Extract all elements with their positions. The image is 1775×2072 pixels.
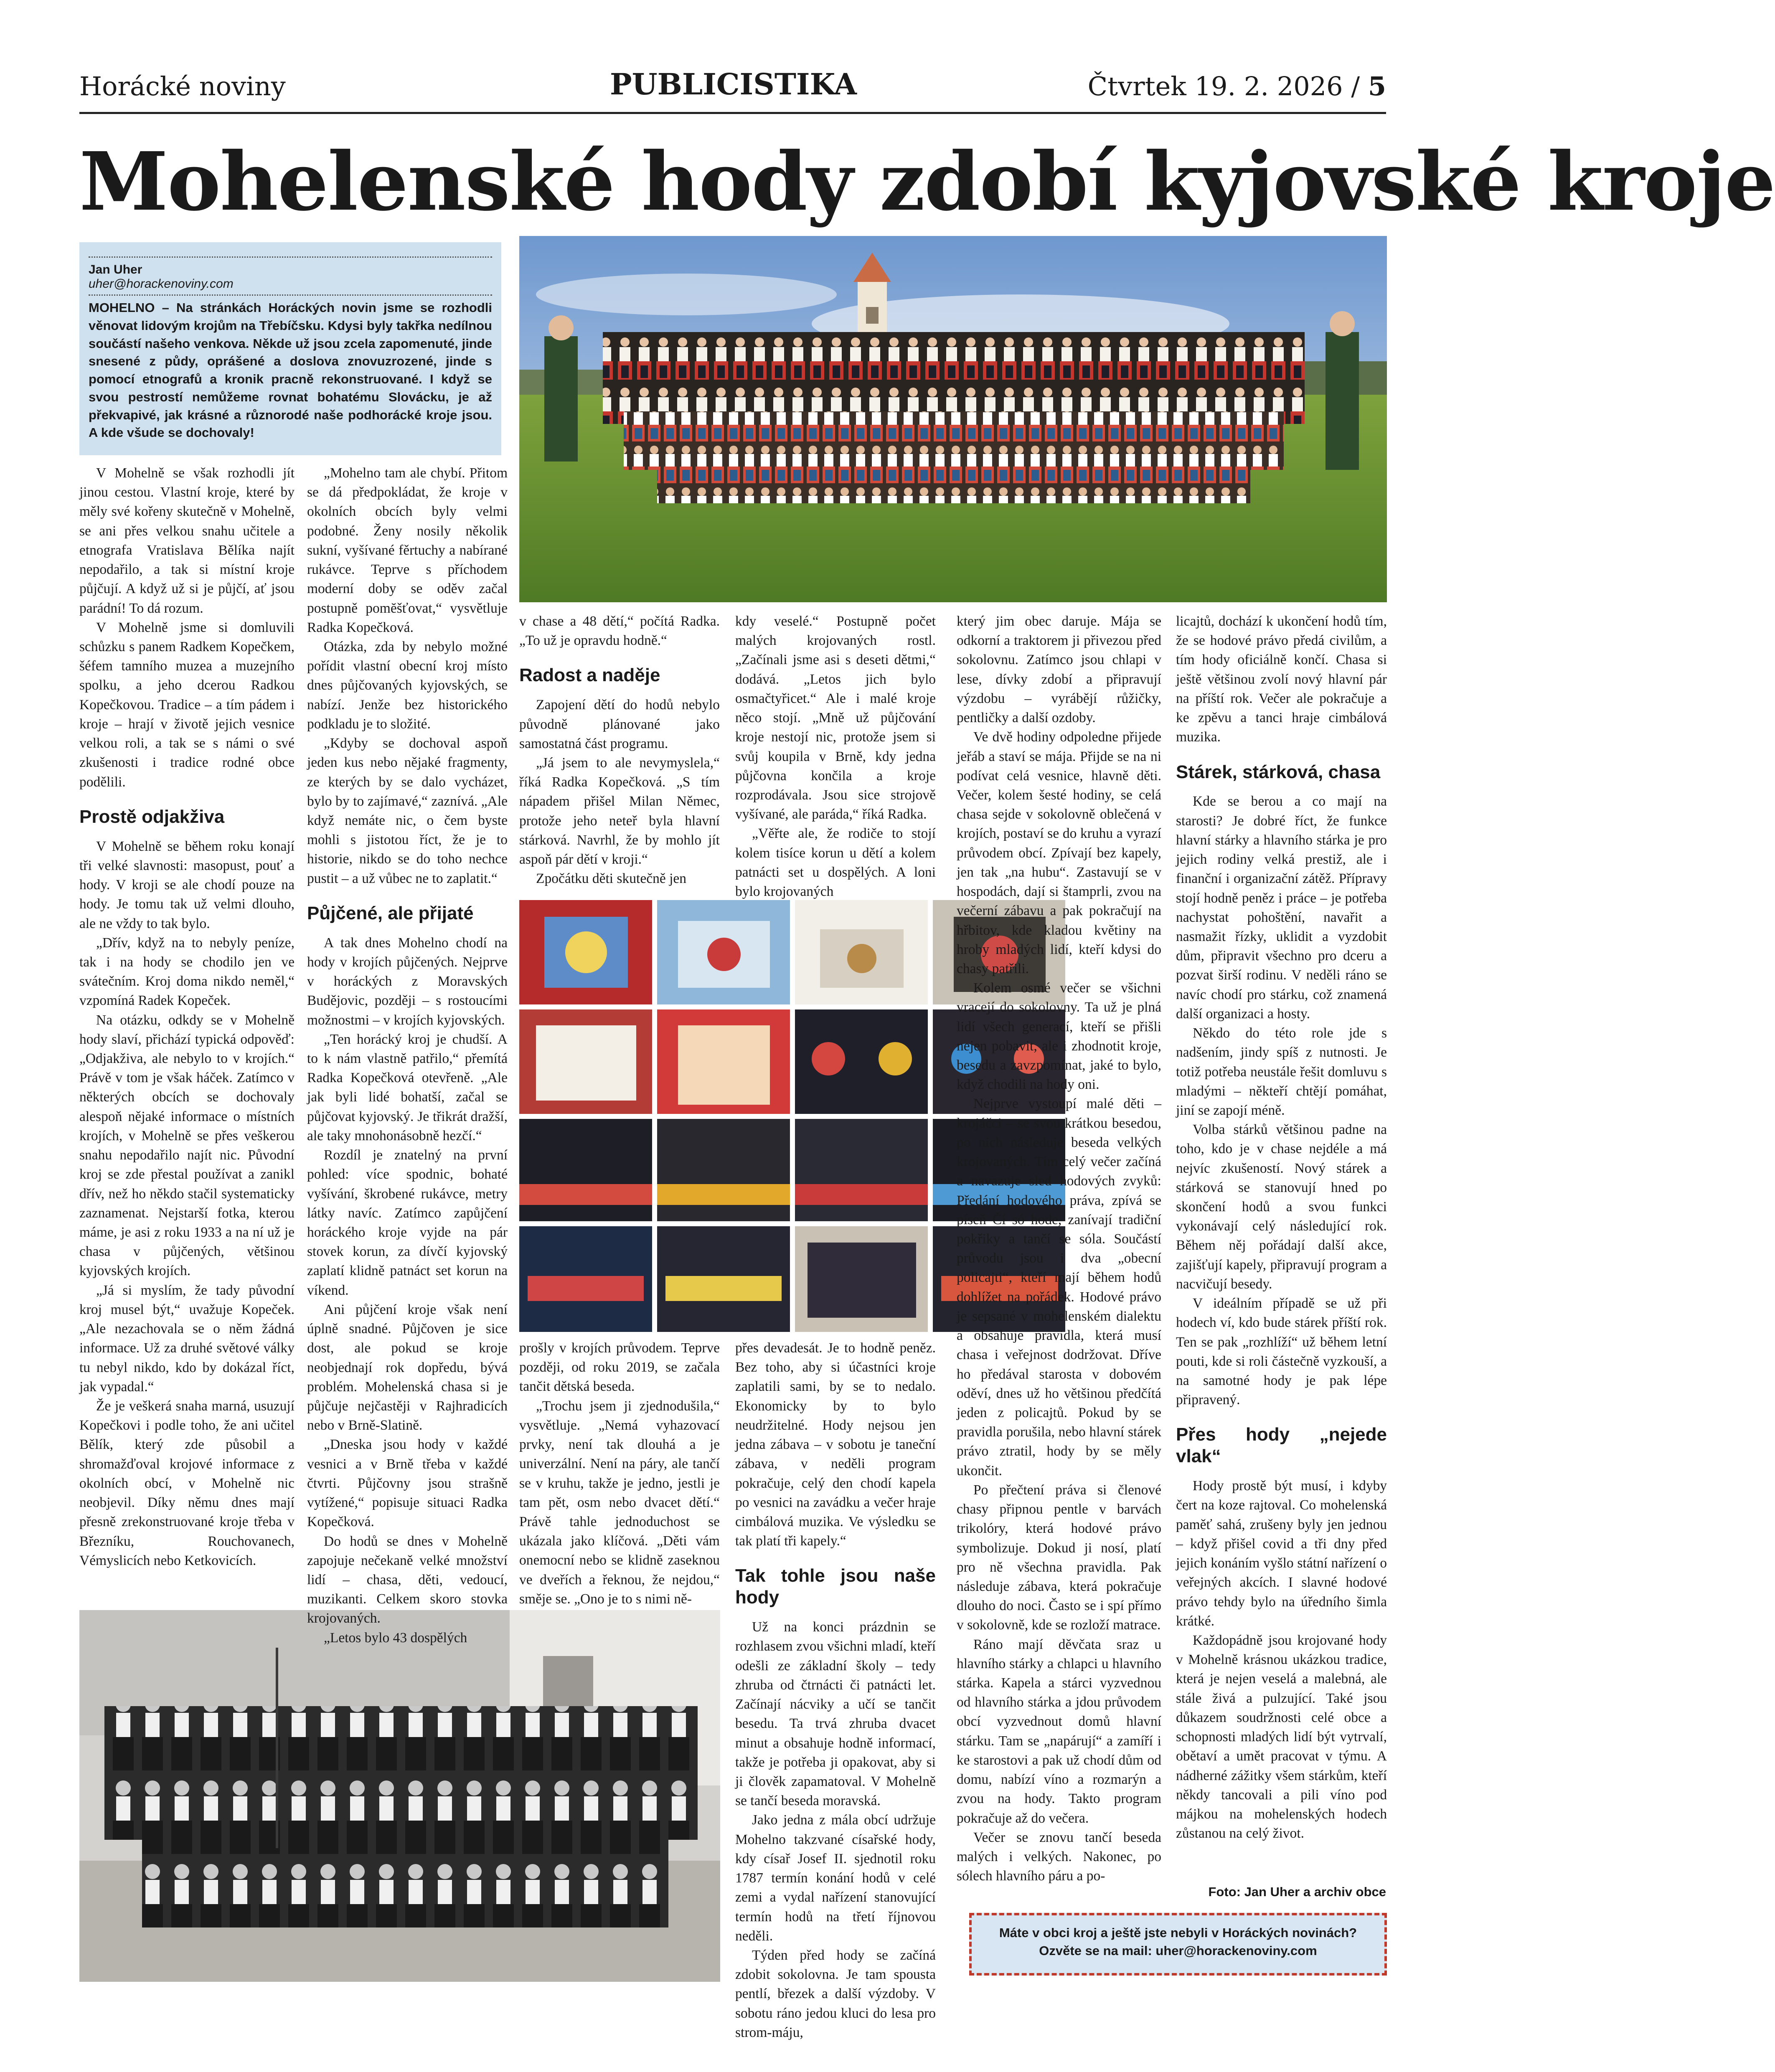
paragraph: Večer se znovu tančí beseda malých i velkých. Nakonec, po sólech hlavního páru a po-	[957, 1829, 1161, 1884]
paragraph: Už na konci prázdnin se rozhlasem zvou všichni mladí, kteří odešli ze základní školy – tedy zhruba od čtrnácti či patnácti let. Začínají nácviky a učí se tančit besedu. Ta trvá zhruba dvacet minut a obsahuje hodně informací, takže je potřeba ji opakovat, aby si ji člověk zapamatoval. V Mohelně se tančí beseda moravská.	[735, 1619, 936, 1809]
subheading: Prostě odjakživa	[79, 806, 225, 827]
paragraph: Někdo do této role jde s nadšením, jindy spíš z nutnosti. Je totiž potřeba neustále řešit domluvu s mladými – někteří chtějí pomáhat, jiní se zapojí méně.	[1176, 1025, 1387, 1118]
paragraph: Nejprve vystoupí malé děti – krojáčci – se svou krátkou besedou, po nich následuje beseda velkých krojovaných. Tím celý večer začíná a navazuje sled hodových zvyků: Předání hodového práva, zpívá se píseň Čí só hode, zanívají tradiční pokřiky a tančí se sóla. Součástí průvodu jsou i dva „obecní policajti“, kteří mají během hodů dohlížet na pořádek. Hodové právo je sepsané v mohelenském dialektu a obsahuje pravidla, která musí chasa i veřejnost dodržovat. Dříve ho předával starosta v dobovém oděví, dnes už ho většinou předčítá jeden z policajtů. Pokud by se pravidla porušila, nebo hlavní stárek právo ztratil, hody by se měly ukončit.	[957, 1096, 1161, 1479]
paragraph: licajtů, dochází k ukončení hodů tím, že se hodové právo předá civilům, a tím hody oficiálně končí. Chasa si ještě většinou zvolí nový hlavní pár na příští rok. Večer ale pokračuje a ke zpěvu a tanci hraje cimbálová muzika.	[1176, 614, 1387, 745]
lead-divider	[89, 294, 492, 296]
paragraph: Po přečtení práva si členové chasy připnou pentle v barvách trikolóry, která hodové právo symbolizuje. Dokud ji nosí, platí pro ně všechna pravidla. Pak následuje zábava, která pokračuje dlouho do noci. Často se i spí přímo v sokolovně, kde se rozloží matrace.	[957, 1482, 1161, 1633]
paragraph: „Dřív, když na to nebyly peníze, tak i na hody se chodilo jen ve svátečním. Kroj doma nikdo neměl,“ vzpomíná Radek Kopeček.	[79, 935, 295, 1009]
paragraph: Každopádně jsou krojované hody v Mohelně krásnou ukázkou tradice, která je nejen veselá a malebná, ale stále živá a pulzující. Také jsou důkazem soudržnosti celé obce a schopnosti mladých lidí být vytrvalí, obětaví a umět pracovat v týmu. A nádherné zážitky všem stárkům, kteří někdy tancovali a pili víno pod májkou na mohelenských hodech zůstanou na celý život.	[1176, 1633, 1387, 1841]
paragraph: Ráno mají děvčata sraz u hlavního stárky a chlapci u hlavního stárka. Kapela a stárci vyzvednou od hlavního stárka a jdou průvodem obcí vyzvednout domů hlavní stárku. Tam se „napárují“ a zamíří i ke starostovi a pak už chodí dům od domu, nabízí víno a rozmarýn a zvou na hody. Takto program pokračuje až do večera.	[957, 1636, 1161, 1826]
lead-divider	[89, 256, 492, 258]
paragraph: „Dneska jsou hody v každé vesnici a v Brně třeba v každé čtvrti. Půjčovny jsou strašně vytížené,“ popisuje situaci Radka Kopečková.	[307, 1437, 508, 1530]
paragraph: „Trochu jsem ji zjednodušila,“ vysvětluje. „Nemá vyhazovací prvky, není tak dlouhá a je univerzální. Není na páry, ale tančí se v kruhu, takže je jedno, jestli je tam pět, osm nebo dvacet dětí.“ Právě tahle jednoduchost se ukázala jako klíčová. „Děti vám onemocní nebo se klidně zaseknou ve dveřích a řeknou, že nejdou,“ směje se. „Ono je to s nimi ně-	[519, 1398, 720, 1607]
text-column-4-upper	[735, 612, 936, 901]
paragraph: V Mohelně se však rozhodli jít jinou cestou. Vlastní kroje, které by měly své kořeny skutečně v Mohelně, se ani přes velkou snahu učitele a etnografa Vratislava Bělíka najít nepodařilo, a tak si místní kroje půjčují. A když už si je půjčí, ať jsou parádní! To dá rozum.	[79, 465, 295, 616]
text-column-3-upper	[519, 612, 720, 889]
paragraph: Zpočátku děti skutečně jen	[536, 871, 686, 887]
text-column-6	[1176, 612, 1387, 1843]
archive-group-photo	[79, 1610, 720, 1982]
group-photo	[519, 236, 1387, 602]
contact-box	[969, 1913, 1387, 1976]
contact-email[interactable]: Ozvěte se na mail: uher@horackenoviny.com	[1039, 1943, 1317, 1958]
paragraph: Otázka, zda by nebylo možné pořídit vlastní obecní kroj místo dnes půjčovaných kyjovských, se nabízí. Jenže bez historického podkladu je to složité.	[307, 639, 508, 732]
paragraph: Volba stárků většinou padne na toho, kdo je v chase nejdéle a má nejvíc zkušeností. Nový stárek a stárková se stanovují hned po skončení hodů a svou funkci vykonávají celý následující rok. Během něj pořádají další akce, zajišťují kapely, připravují program a nacvičují besedy.	[1176, 1122, 1387, 1292]
paragraph: „Ten horácký kroj je chudší. A to k nám vlastně patřilo,“ přemítá Radka Kopečková otevřeně. „Ale jak byli lidé bohatší, začal se půjčovat kyjovský. Je třikrát dražší, ale taky mnohonásobně hezčí.“	[307, 1031, 508, 1144]
page-number: 5	[1368, 71, 1386, 101]
lead-paragraph: MOHELNO – Na stránkách Horáckých novin jsme se rozhodli věnovat lidovým krojům na Třebíčsku. Kdysi byly takřka nedílnou součástí našeho venkova. Někde už jsou zcela zapomenuté, jinde snesené z půdy, oprášené a doslova znovuzrozené, jinde s pomocí etnografů a kronik pracně rekonstruované. I když se svou pestrostí nemůžeme rovnat bohatému Slovácku, je až překvapivé, jak krásné a různorodé naše podhorácké kroje jsou. A kde všude se dochovaly!	[89, 300, 492, 440]
paragraph: V Mohelně se během roku konají tři velké slavnosti: masopust, pouť a hody. V kroji se ale chodí pouze na hody. Je tomu tak už velmi dlouho, ale ne vždy to tak bylo.	[79, 838, 295, 931]
paragraph: Do hodů se dnes v Mohelně zapojuje nečekaně velké množství lidí – chasa, děti, vedoucí, muzikanti. Celkem skoro stovka krojovaných.	[307, 1533, 508, 1626]
paragraph: Kde se berou a co mají na starosti? Je dobré říct, že funkce hlavní stárky a hlavního stárka je pro jejich rodiny velká prestiž, ale i finanční i organizační zátěž. Přípravy stojí hodně peněz i práce – je potřeba nachystat pohoštění, navařit a nasmažit řízky, uklidit a vyzdobit dům, připravit všechno pro dceru a pozvat širší rodinu. V neděli ráno se navíc chodí pro stárku, což znamená další organizaci a hosty.	[1176, 794, 1387, 1022]
paragraph: „Mohelno tam ale chybí. Přitom se dá předpokládat, že kroje v okolních obcích byly velmi podobné. Ženy nosily několik sukní, vyšívané fěrtuchy a nabírané rukávce. Teprve s příchodem moderní doby se oděv začal postupně pomĕšťovat,“ vysvětluje Radka Kopečková.	[307, 465, 508, 635]
author-email: uher@horackenoviny.com	[89, 277, 234, 291]
subheading: Přes hody „nejede vlak“	[1176, 1424, 1387, 1467]
paragraph: Hody prostě být musí, i kdyby čert na koze rajtoval. Co mohelenská paměť sahá, zrušeny byly jen jednou – když přišel covid a tři dny před jejich konáním vyšlo státní nařízení o veřejných akcích. I slavné hodové právo tehdy bylo na úředního šimla krátké.	[1176, 1478, 1387, 1629]
subheading: Půjčené, ale přijaté	[307, 903, 474, 923]
article-headline: Mohelenské hody zdobí kyjovské kroje	[79, 135, 1775, 229]
photo-credit: Foto: Jan Uher a archiv obce	[1208, 1884, 1386, 1899]
paragraph: „Věřte ale, že rodiče to stojí kolem tisíce korun u dětí a kolem patnácti set u dospělých. A loni bylo krojovaných	[735, 826, 936, 900]
contact-question: Máte v obci kroj a ještě jste nebyli v Horáckých novinách?	[999, 1925, 1357, 1940]
paragraph: kdy veselé.“ Postupně počet malých krojovaných rostl. „Začínali jsme asi s deseti dětmi,“ dodává. „Letos jich bylo osmačtyřicet.“ Ale i malé kroje něco stojí. „Mně už půjčování kroje nestojí nic, protože jsem si svůj koupila v Brně, kdy jedna půjčovna končila a kroje rozprodávala. Jsou sice strojově vyšívané, ale paráda,“ říká Radka.	[735, 614, 936, 822]
header-divider	[79, 112, 1386, 114]
paragraph: Že je veškerá snaha marná, usuzují Kopečkovi i podle toho, že ani učitel Bělík, který zde působil a shromažďoval krojové informace z okolních obcí, v Mohelně nic neobjevil. Díky němu dnes mají přesně zrekonstruované kroje třeba v Březníku, Rouchovanech, Vémyslicích nebo Ketkovicích.	[79, 1398, 295, 1568]
paragraph: Rozdíl je znatelný na první pohled: více spodnic, bohaté vyšívání, škrobené rukávce, metry látky navíc. Zatímco zapůjčení horáckého kroje vyjde na pár stovek korun, za dívčí kyjovský zaplatí klidně patnáct set korun na víkend.	[307, 1147, 508, 1298]
paragraph: Zapojení dětí do hodů nebylo původně plánované jako samostatná část programu.	[519, 697, 720, 751]
paragraph: Jako jedna z mála obcí udržuje Mohelno takzvané císařské hody, kdy císař Josef II. sjednotil roku 1787 termín konání hodů v celé zemi a vydal nařízení stanovující termín hodů na třetí říjnovou neděli.	[735, 1812, 936, 1944]
text-column-1	[79, 464, 295, 1570]
subheading: Stárek, stárková, chasa	[1176, 761, 1381, 782]
section-title: PUBLICISTIKA	[610, 67, 857, 101]
paragraph: prošly v krojích průvodem. Teprve později, od roku 2019, se začala tančit dětská beseda.	[519, 1340, 720, 1395]
paragraph: V Mohelně jsme si domluvili schůzku s panem Radkem Kopečkem, šéfem tamního muzea a muzejního spolku, a jeho dcerou Radkou Kopečkovou. Tradice – a tím pádem i kroje – hrají v životě jejich vesnice velkou roli, a tak se s námi o své zkušenosti i tradice rodné obce podělili.	[79, 619, 295, 790]
newspaper-name: Horácké noviny	[79, 71, 286, 101]
paragraph: A tak dnes Mohelno chodí na hody v krojích půjčených. Nejprve v horáckých z Moravských Budějovic, později – s rostoucími možnostmi – v krojích kyjovských.	[307, 935, 508, 1028]
text-column-5	[957, 612, 1161, 1886]
paragraph: přes devadesát. Je to hodně peněz. Bez toho, aby si účastníci kroje zaplatili sami, by se to nedalo. Ekonomicky by to bylo neudržitelné. Hody nejsou jen jedna zábava – v sobotu je taneční zábava, v neděli program pokračuje, celý den chodí kapela po vesnici na zavádku a večer hraje cimbálová muzika. Ve výsledku se tak platí tři kapely.“	[735, 1340, 936, 1549]
date-text: Čtvrtek 19. 2. 2026 /	[1087, 71, 1360, 101]
paragraph: který jim obec daruje. Mája se odkorní a traktorem ji přivezou před sokolovnu. Zatímco jsou chlapi v lese, dívky zdobí a připravují výzdobu – vyrábějí růžičky, pentličky a další ozdoby.	[957, 614, 1161, 726]
paragraph: Kolem osmé večer se všichni vracejí do sokolovny. Ta už je plná lidí všech generací, kteří se přišli nejen pobavit, ale i zhodnotit kroje, besedu a zavzpomínat, jaké to bylo, když chodili na hody oni.	[957, 980, 1161, 1093]
paragraph: V ideálním případě se už při hodech ví, kdo bude stárek příští rok. Ten se pak „rozhlíží“ už během letní pouti, kde si roli částečně vyzkouší, a na samotné hody je pak lépe připravený.	[1176, 1296, 1387, 1408]
text-column-3-lower	[519, 1339, 720, 1609]
paragraph: Ve dvě hodiny odpoledne přijede jeřáb a staví se mája. Přijde se na ni podívat celá vesnice, hlavně děti. Večer, kolem šesté hodiny, se celá chasa sejde v sokolovně oblečená v krojích, postaví se do kruhu a vyrazí průvodem obcí. Zpívají bez kapely, jen tak „na hubu“. Zastavují se v hospodách, dají si štamprli, zvou na večerní zábavu a pak pokračují na hřbitov, kde kladou květiny na hroby mladých lidí, kteří kdysi do chasy patřili.	[957, 729, 1161, 976]
paragraph: Na otázku, odkdy se v Mohelně hody slaví, přichází typická odpověď: „Odjakživa, ale nebylo to v krojích.“ Právě v tom je však háček. Zatímco v některých obcích se dochovaly alespoň nějaké informace o místních krojích, v Mohelně se přes veškerou snahu nepodařilo najít nic. Původní kroj se zde přestal používat a zanikl dřív, než ho někdo stačil systematicky zaznamenat. Nejstarší fotka, kterou máme, je asi z roku 1933 a na ní už je chasa v půjčených, většinou kyjovských krojích.	[79, 1012, 295, 1279]
issue-date	[1088, 71, 1386, 101]
lead-box	[79, 242, 501, 455]
paragraph: „Letos bylo 43 dospělých	[324, 1630, 467, 1646]
subheading: Tak tohle jsou naše hody	[735, 1565, 936, 1608]
paragraph: Týden před hody se začíná zdobit sokolovna. Je tam spousta pentlí, březek a další výzdoby. V sobotu ráno jedou kluci do lesa pro strom-máju,	[735, 1947, 936, 2040]
paragraph: „Kdyby se dochoval aspoň jeden kus nebo nějaké fragmenty, ze kterých by se dalo vycházet, bylo by to zajímavé,“ zaznívá. „Ale když nemáte nic, o čem byste mohli s jistotou říct, že je to historie, nikdo se do toho nechce pustit – a už vůbec ne to zaplatit.“	[307, 735, 508, 886]
author-name: Jan Uher	[89, 263, 142, 276]
text-column-2	[307, 464, 508, 1648]
text-column-4-lower	[735, 1339, 936, 2042]
subheading: Radost a naděje	[519, 665, 660, 686]
paragraph: v chase a 48 dětí,“ počítá Radka. „To už je opravdu hodně.“	[519, 614, 720, 649]
paragraph: Ani půjčení kroje však není úplně snadné. Půjčoven je sice dost, ale pokud se kroje neobjednají rok dopředu, bývá problém. Mohelenská chasa si je půjčuje nejčastěji v Rajhradicích nebo v Brně-Slatině.	[307, 1301, 508, 1433]
paragraph: „Já si myslím, že tady původní kroj musel být,“ uvažuje Kopeček. „Ale nezachovala se o něm žádná informace. Už za druhé světové války tu nebyl nikdo, kdo by dokázal říct, jak vypadal.“	[79, 1282, 295, 1395]
paragraph: „Já jsem to ale nevymyslela,“ říká Radka Kopečková. „S tím nápadem přišel Milan Němec, protože jeho neteř byla hlavní stárková. Navrhl, že by mohlo jít aspoň pár dětí v kroji.“	[519, 755, 720, 867]
